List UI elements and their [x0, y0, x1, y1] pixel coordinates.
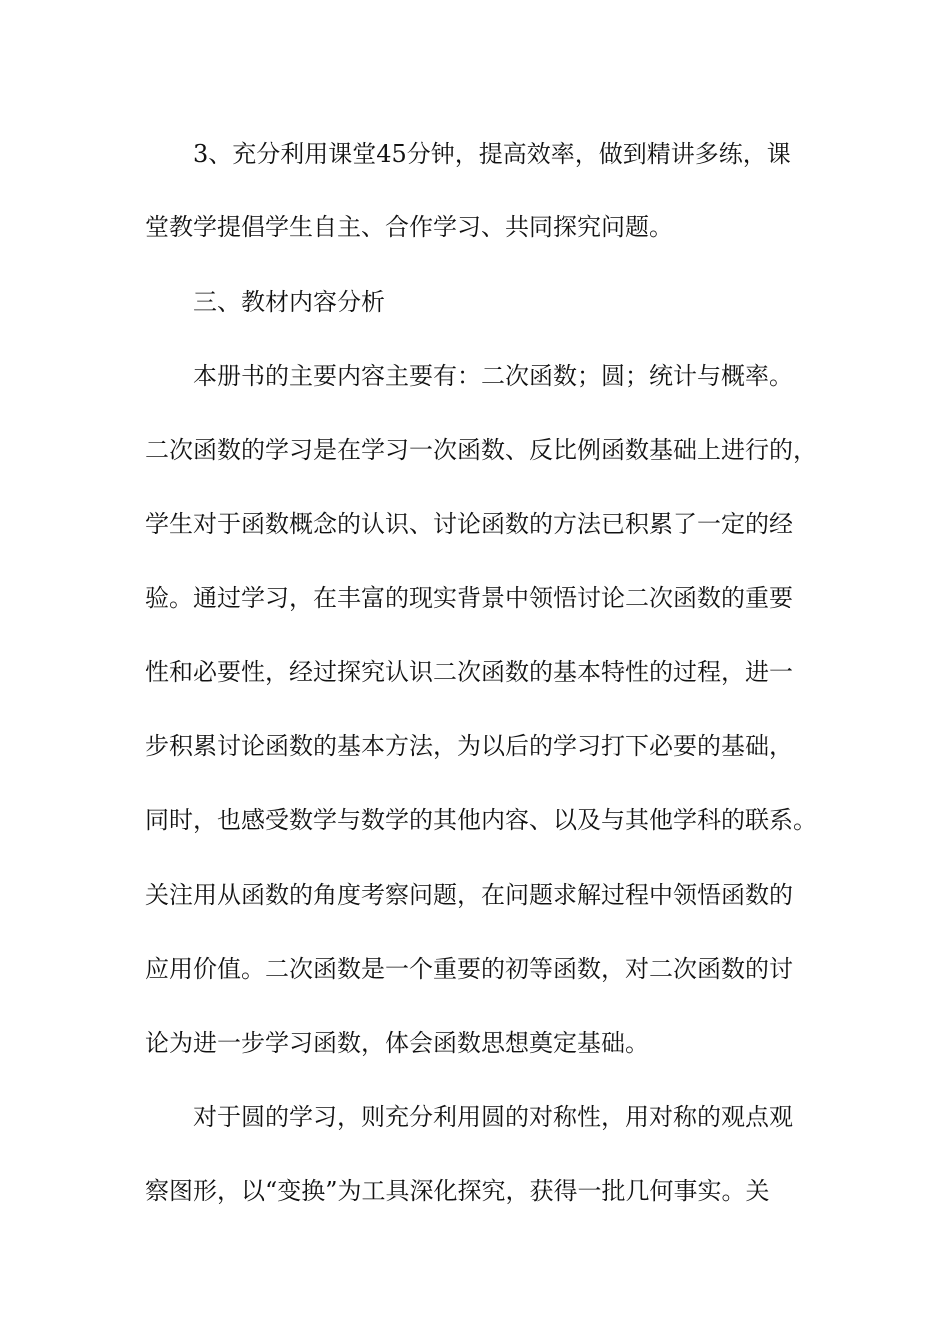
text-line: 对于圆的学习，则充分利用圆的对称性，用对称的观点观 [193, 1103, 793, 1131]
section-heading: 三、教材内容分析 [193, 288, 385, 316]
text-line: 察图形，以“变换”为工具深化探究，获得一批几何事实。关 [145, 1177, 770, 1205]
text-line: 本册书的主要内容主要有：二次函数；圆；统计与概率。 [193, 362, 793, 390]
text-line: 论为进一步学习函数，体会函数思想奠定基础。 [145, 1029, 649, 1057]
text-line: 关注用从函数的角度考察问题，在问题求解过程中领悟函数的 [145, 881, 793, 909]
text-line: 二次函数的学习是在学习一次函数、反比例函数基础上进行的， [145, 436, 817, 464]
text-line: 步积累讨论函数的基本方法，为以后的学习打下必要的基础， [145, 732, 793, 760]
text-line: 应用价值。二次函数是一个重要的初等函数，对二次函数的讨 [145, 955, 793, 983]
text-line: 堂教学提倡学生自主、合作学习、共同探究问题。 [145, 213, 673, 241]
text-line: 学生对于函数概念的认识、讨论函数的方法已积累了一定的经 [145, 510, 793, 538]
text-line: 3、充分利用课堂45分钟，提高效率，做到精讲多练，课 [193, 140, 791, 168]
text-line: 验。通过学习，在丰富的现实背景中领悟讨论二次函数的重要 [145, 584, 793, 612]
text-line: 性和必要性，经过探究认识二次函数的基本特性的过程，进一 [145, 658, 793, 686]
text-line: 同时，也感受数学与数学的其他内容、以及与其他学科的联系。 [145, 806, 817, 834]
